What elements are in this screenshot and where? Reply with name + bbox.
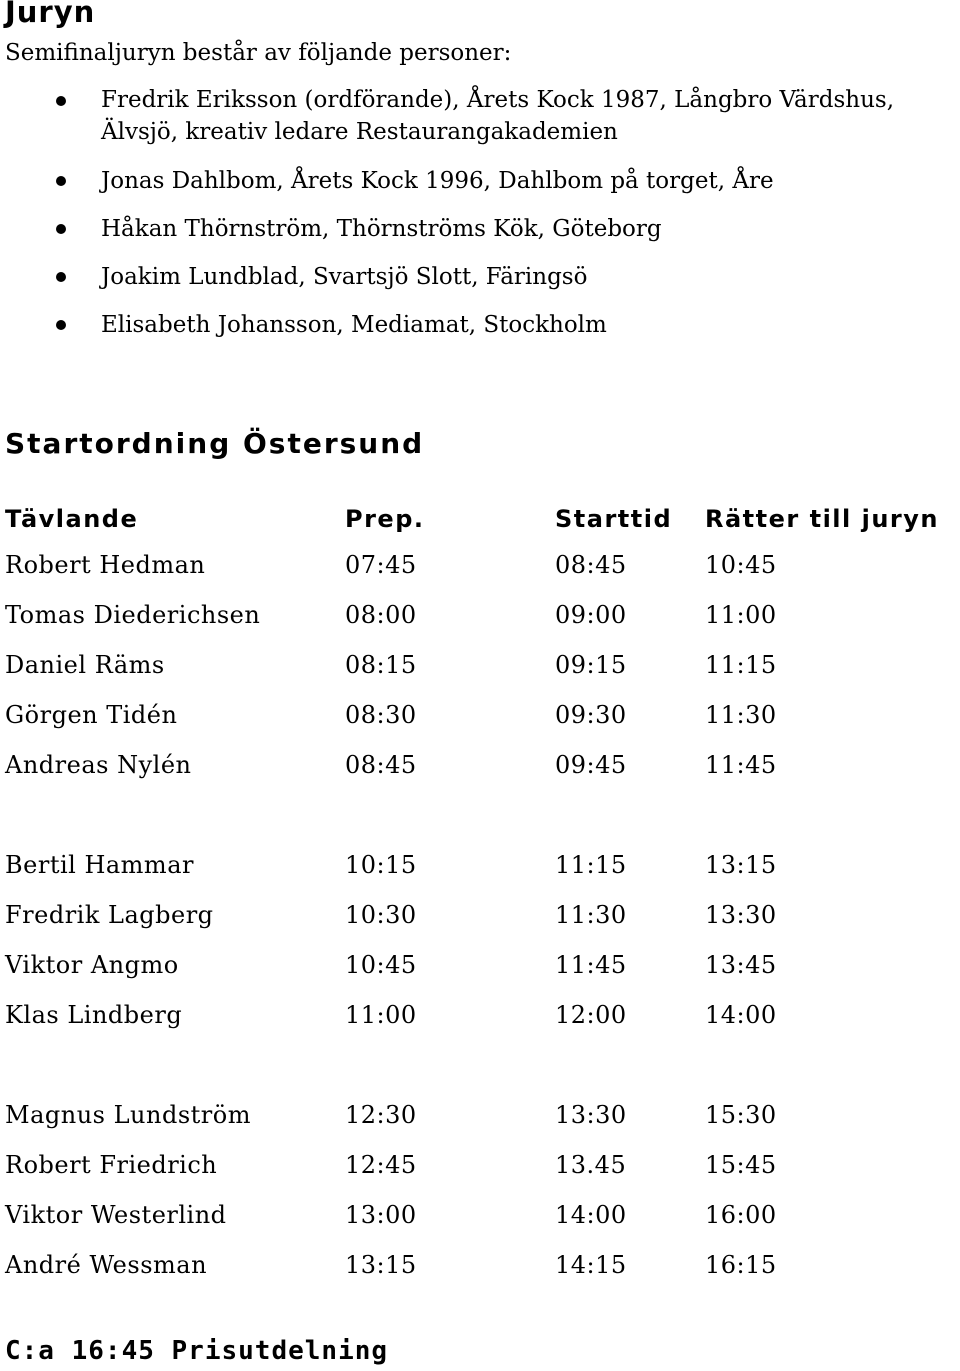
jury-intro: Semifinaljuryn består av följande personer: (5, 40, 512, 66)
start-time: 13.45 (555, 1151, 627, 1179)
group-spacer (0, 790, 960, 840)
table-row (0, 590, 960, 640)
prep-time: 12:45 (345, 1151, 417, 1179)
dishes-time: 13:30 (705, 901, 777, 929)
prize-ceremony-note: C:a 16:45 Prisutdelning (5, 1336, 389, 1366)
jury-member-text: Håkan Thörnström, Thörnströms Kök, Göteborg (101, 216, 662, 242)
prep-time: 08:00 (345, 601, 417, 629)
start-time: 14:15 (555, 1251, 627, 1279)
table-row (0, 1190, 960, 1240)
start-time: 13:30 (555, 1101, 627, 1129)
dishes-time: 11:00 (705, 601, 777, 629)
dishes-time: 10:45 (705, 551, 777, 579)
dishes-time: 14:00 (705, 1001, 777, 1029)
prep-time: 07:45 (345, 551, 417, 579)
prep-time: 08:45 (345, 751, 417, 779)
dishes-time: 13:15 (705, 851, 777, 879)
start-time: 08:45 (555, 551, 627, 579)
start-time: 09:15 (555, 651, 627, 679)
dishes-time: 15:30 (705, 1101, 777, 1129)
bullet-icon (56, 224, 66, 234)
table-row (0, 990, 960, 1040)
dishes-time: 15:45 (705, 1151, 777, 1179)
table-row (0, 1090, 960, 1140)
table-row (0, 840, 960, 890)
startorder-title: Startordning Östersund (5, 427, 425, 460)
competitor-name: Viktor Westerlind (5, 1201, 227, 1229)
table-row (0, 640, 960, 690)
competitor-name: Robert Hedman (5, 551, 206, 579)
start-time: 11:30 (555, 901, 627, 929)
dishes-time: 11:45 (705, 751, 777, 779)
table-row (0, 940, 960, 990)
start-time: 14:00 (555, 1201, 627, 1229)
jury-member (0, 84, 960, 148)
jury-member-text: Elisabeth Johansson, Mediamat, Stockholm (101, 312, 607, 338)
bullet-icon (56, 96, 66, 106)
table-row (0, 1240, 960, 1290)
dishes-time: 11:30 (705, 701, 777, 729)
table-row (0, 690, 960, 740)
prep-time: 13:00 (345, 1201, 417, 1229)
start-time: 09:30 (555, 701, 627, 729)
table-row (0, 740, 960, 790)
dishes-time: 13:45 (705, 951, 777, 979)
jury-member (0, 164, 960, 198)
prep-time: 08:15 (345, 651, 417, 679)
column-header-name: Tävlande (5, 505, 139, 533)
table-row (0, 1140, 960, 1190)
prep-time: 10:15 (345, 851, 417, 879)
start-time: 12:00 (555, 1001, 627, 1029)
start-time: 09:00 (555, 601, 627, 629)
prep-time: 12:30 (345, 1101, 417, 1129)
jury-list (0, 84, 960, 356)
start-time: 11:15 (555, 851, 627, 879)
table-header-row (0, 498, 960, 540)
competitor-name: Magnus Lundström (5, 1101, 251, 1129)
jury-member-text: Joakim Lundblad, Svartsjö Slott, Färingsö (101, 264, 588, 290)
competitor-name: Klas Lindberg (5, 1001, 183, 1029)
prep-time: 11:00 (345, 1001, 417, 1029)
bullet-icon (56, 272, 66, 282)
startorder-table (0, 498, 960, 1290)
column-header-start: Starttid (555, 505, 673, 533)
prep-time: 10:30 (345, 901, 417, 929)
dishes-time: 11:15 (705, 651, 777, 679)
group-spacer (0, 1040, 960, 1090)
dishes-time: 16:15 (705, 1251, 777, 1279)
start-time: 09:45 (555, 751, 627, 779)
prep-time: 10:45 (345, 951, 417, 979)
competitor-name: Tomas Diederichsen (5, 601, 261, 629)
prep-time: 08:30 (345, 701, 417, 729)
jury-member (0, 260, 960, 294)
table-row (0, 890, 960, 940)
competitor-name: Bertil Hammar (5, 851, 194, 879)
competitor-name: Daniel Räms (5, 651, 165, 679)
table-row (0, 540, 960, 590)
bullet-icon (56, 320, 66, 330)
competitor-name: Andreas Nylén (5, 751, 192, 779)
column-header-dishes: Rätter till juryn (705, 505, 939, 533)
competitor-name: Robert Friedrich (5, 1151, 218, 1179)
column-header-prep: Prep. (345, 505, 425, 533)
dishes-time: 16:00 (705, 1201, 777, 1229)
jury-title: Juryn (5, 0, 96, 29)
competitor-name: André Wessman (5, 1251, 208, 1279)
competitor-name: Görgen Tidén (5, 701, 178, 729)
competitor-name: Viktor Angmo (5, 951, 179, 979)
jury-member-continuation: Älvsjö, kreativ ledare Restaurangakademien (101, 119, 618, 145)
jury-member (0, 308, 960, 342)
jury-member-text: Fredrik Eriksson (ordförande), Årets Kock 1987, Långbro Värdshus, (101, 87, 895, 113)
jury-member-text: Jonas Dahlbom, Årets Kock 1996, Dahlbom på torget, Åre (101, 168, 774, 194)
competitor-name: Fredrik Lagberg (5, 901, 214, 929)
prep-time: 13:15 (345, 1251, 417, 1279)
jury-member (0, 212, 960, 246)
start-time: 11:45 (555, 951, 627, 979)
bullet-icon (56, 176, 66, 186)
